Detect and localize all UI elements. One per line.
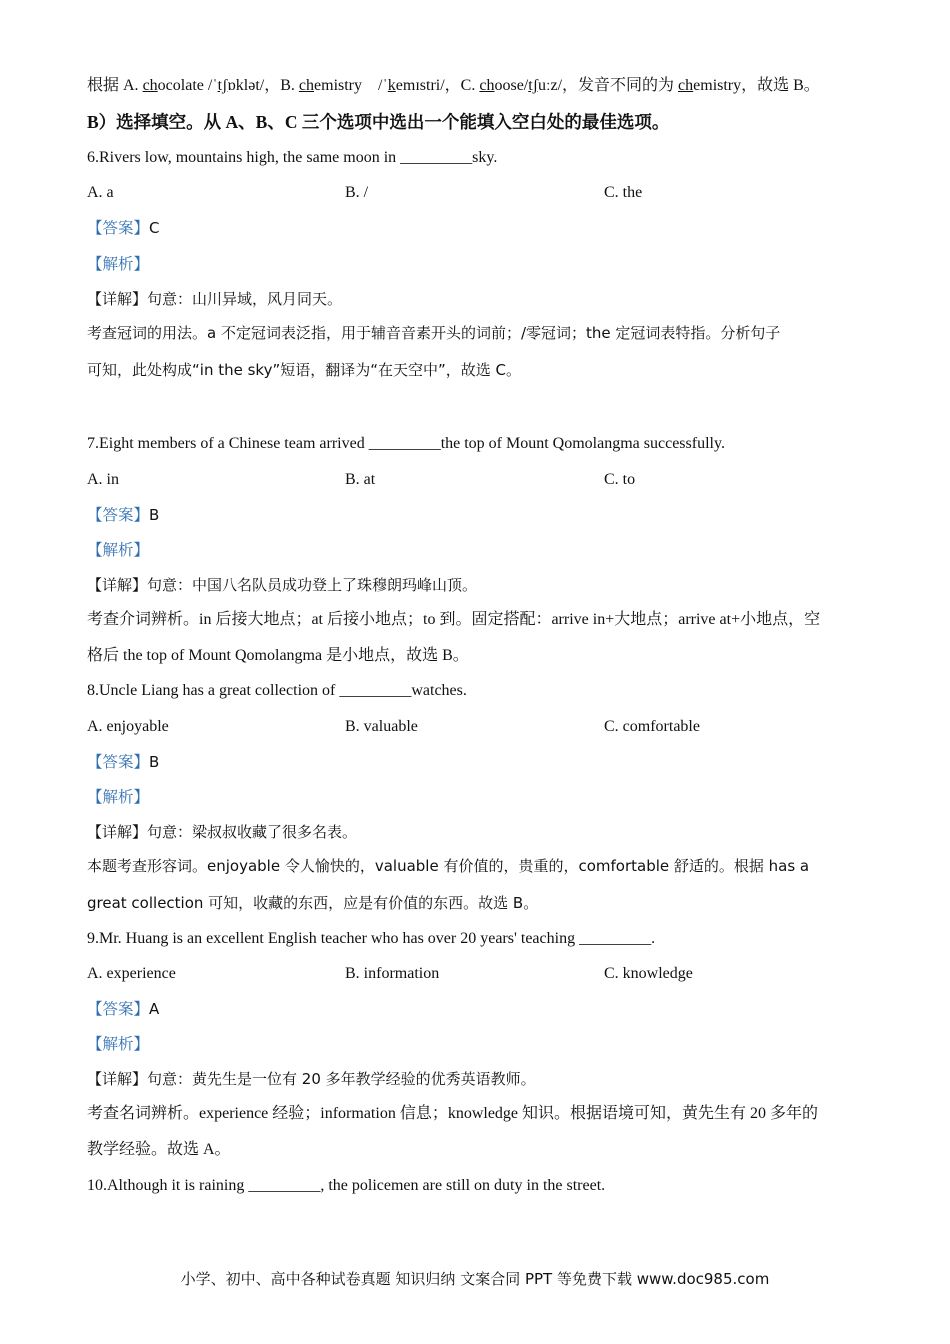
answer-value: A: [149, 1000, 160, 1018]
question-8-stem: 8.Uncle Liang has a great collection of _________watches.: [87, 682, 467, 699]
question-8-explanation-2: great collection 可知，收藏的东西，应是有价值的东西。故选 B。: [87, 894, 539, 912]
question-9-option-b: B. information: [345, 965, 440, 982]
question-6-option-b: B. /: [345, 184, 369, 201]
answer-value: C: [149, 219, 160, 237]
question-6-option-a: A. a: [87, 184, 114, 201]
underlined-phonetic: k: [387, 77, 396, 94]
answer-label: 【答案】: [87, 219, 150, 237]
answer-value: B: [149, 753, 160, 771]
underlined-phonetic: tʃ: [217, 77, 228, 94]
detail-text: 句意：中国八名队员成功登上了珠穆朗玛峰山顶。: [147, 576, 478, 594]
question-8-detail: [87, 821, 862, 844]
intro-text: ocolate /ˈ: [157, 77, 218, 94]
answer-value: B: [149, 506, 160, 524]
underlined-letters: ch: [142, 77, 158, 94]
detail-label: 【详解】: [87, 1070, 148, 1088]
question-7-analysis-label: [87, 539, 862, 562]
question-7-option-b: B. at: [345, 471, 376, 488]
intro-text: emistry，故选 B。: [693, 77, 820, 94]
question-8-option-b: B. valuable: [345, 718, 418, 735]
detail-label: 【详解】: [87, 290, 148, 308]
answer-label: 【答案】: [87, 753, 150, 771]
intro-text: oose/: [494, 77, 529, 94]
underlined-letters: ch: [298, 77, 315, 94]
question-7-option-c: C. to: [604, 471, 636, 488]
intro-text: ɒklət/，B.: [227, 77, 299, 94]
underlined-letters: ch: [678, 77, 694, 94]
question-8-explanation-1: 本题考查形容词。enjoyable 令人愉快的，valuable 有价值的，贵重的，comfortable 舒适的。根据 has a: [87, 857, 810, 875]
detail-label: 【详解】: [87, 823, 148, 841]
question-9-option-c: C. knowledge: [604, 965, 693, 982]
section-heading: B）选择填空。从 A、B、C 三个选项中选出一个能填入空白处的最佳选项。: [87, 112, 670, 132]
intro-prefix: 根据 A.: [87, 77, 143, 94]
question-7-answer: [87, 504, 862, 527]
question-6-option-c: C. the: [604, 184, 643, 201]
question-7-stem: 7.Eight members of a Chinese team arrived _________the top of Mount Qomolangma successfully.: [87, 435, 725, 452]
question-6-detail: [87, 288, 862, 311]
question-7-detail: [87, 574, 862, 597]
question-9-explanation-1: 考查名词辨析。experience 经验；information 信息；knowledge 知识。根据语境可知，黄先生有 20 多年的: [87, 1105, 819, 1122]
analysis-label: 【解析】: [87, 541, 150, 559]
intro-text: emɪstri/，C.: [395, 77, 480, 94]
question-9-analysis-label: [87, 1033, 862, 1056]
question-6-stem: 6.Rivers low, mountains high, the same moon in _________sky.: [87, 149, 498, 166]
answer-label: 【答案】: [87, 1000, 150, 1018]
question-9-option-a: A. experience: [87, 965, 176, 982]
question-7-option-a: A. in: [87, 471, 119, 488]
page-footer: 小学、初中、高中各种试卷真题 知识归纳 文案合同 PPT 等免费下载 www.doc985.com: [180, 1270, 770, 1288]
question-8-answer: [87, 751, 862, 774]
intro-explanation: [87, 75, 862, 97]
question-10-stem: 10.Although it is raining _________, the policemen are still on duty in the street.: [87, 1177, 606, 1194]
question-7-explanation-2: 格后 the top of Mount Qomolangma 是小地点，故选 B。: [87, 647, 469, 664]
answer-label: 【答案】: [87, 506, 150, 524]
question-6-explanation-2: 可知，此处构成“in the sky”短语，翻译为“在天空中”，故选 C。: [87, 361, 521, 379]
intro-text: emistry /ˈ: [314, 77, 388, 94]
analysis-label: 【解析】: [87, 255, 150, 273]
underlined-letters: ch: [479, 77, 495, 94]
detail-text: 句意：梁叔叔收藏了很多名表。: [147, 823, 358, 841]
intro-text: uːz/，发音不同的为: [538, 77, 679, 94]
question-6-explanation-1: 考查冠词的用法。a 不定冠词表泛指，用于辅音音素开头的词前；/零冠词；the 定冠词表特指。分析句子: [87, 324, 781, 342]
analysis-label: 【解析】: [87, 788, 150, 806]
question-7-explanation-1: 考查介词辨析。in 后接大地点；at 后接小地点；to 到。固定搭配：arrive in+大地点；arrive at+小地点，空: [87, 611, 821, 628]
question-9-stem: 9.Mr. Huang is an excellent English teacher who has over 20 years' teaching _________.: [87, 930, 656, 947]
question-9-detail: [87, 1068, 862, 1091]
detail-text: 句意：山川异域，风月同天。: [147, 290, 343, 308]
question-8-option-c: C. comfortable: [604, 718, 700, 735]
detail-text: 句意：黄先生是一位有 20 多年教学经验的优秀英语教师。: [147, 1070, 536, 1088]
question-6-answer: [87, 217, 862, 240]
question-8-option-a: A. enjoyable: [87, 718, 169, 735]
question-6-analysis-label: [87, 253, 862, 276]
question-9-answer: [87, 998, 862, 1021]
question-9-explanation-2: 教学经验。故选 A。: [87, 1141, 231, 1158]
underlined-phonetic: tʃ: [528, 77, 539, 94]
question-8-analysis-label: [87, 786, 862, 809]
analysis-label: 【解析】: [87, 1035, 150, 1053]
detail-label: 【详解】: [87, 576, 148, 594]
